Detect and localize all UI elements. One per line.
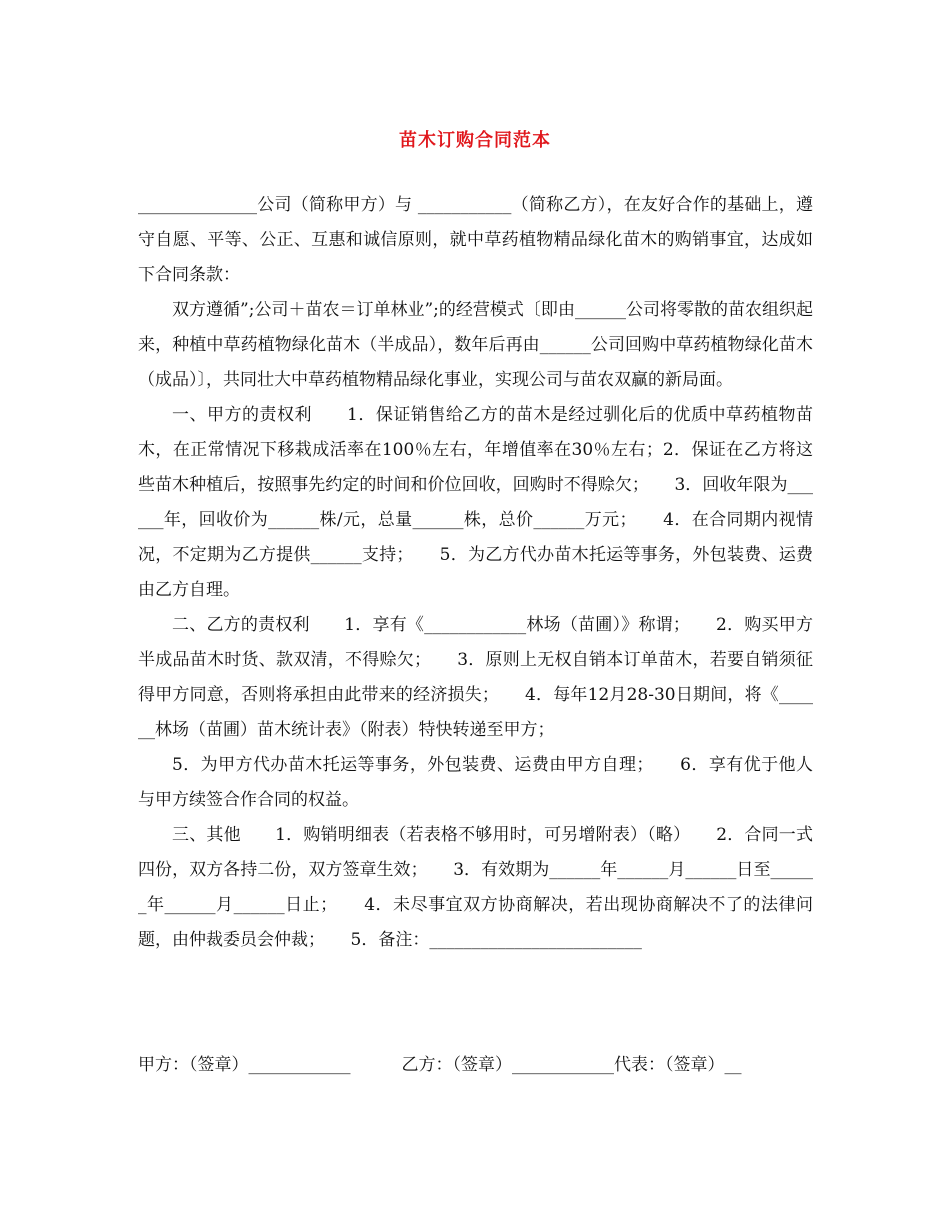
- intro-paragraph: ______________公司（简称甲方）与 ___________（简称乙方），在友好合作的基础上，遵守自愿、平等、公正、互惠和诚信原则，就中草药植物精品绿化苗木的购销事宜，达成如下合同条款：: [138, 195, 813, 285]
- other-terms-paragraph: 三、其他 1．购销明细表（若表格不够用时，可另增附表）（略） 2．合同一式四份，双方各持二份，双方签章生效； 3．有效期为______年______月______日至______年______月______日止； 4．未尽事宜双方协商解决，若出现协商解决不了的法律问题，由仲裁委员会仲裁； 5．备注：_________________________: [138, 825, 813, 950]
- party-b-rights-continued-paragraph: 5．为甲方代办苗木托运等事务，外包装费、运费由甲方自理； 6．享有优于他人与甲方续签合作合同的权益。: [138, 755, 813, 810]
- document-title: 苗木订购合同范本: [399, 130, 551, 151]
- contract-body: [138, 188, 813, 958]
- business-model-paragraph: 双方遵循”;公司＋苗农＝订单林业”;的经营模式〔即由______公司将零散的苗农组织起来，种植中草药植物绿化苗木（半成品），数年后再由______公司回购中草药植物绿化苗木（成品）〕，共同壮大中草药植物精品绿化事业，实现公司与苗农双赢的新局面。: [138, 300, 813, 390]
- party-b-rights-paragraph: 二、乙方的责权利 1．享有《____________林场（苗圃）》称谓； 2．购买甲方半成品苗木时货、款双清，不得赊欠； 3．原则上无权自销本订单苗木，若要自销须征得甲方同意，否则将承担由此带来的经济损失； 4．每年12月28-30日期间，将《______林场（苗圃）苗木统计表》（附表）特快转递至甲方；: [138, 615, 813, 740]
- signature-line: 甲方：（签章）____________ 乙方：（签章）____________代表：（签章）__: [138, 1055, 742, 1075]
- party-a-rights-paragraph: 一、甲方的责权利 1．保证销售给乙方的苗木是经过驯化后的优质中草药植物苗木，在正常情况下移栽成活率在100％左右，年增值率在30％左右；2．保证在乙方将这些苗木种植后，按照事先约定的时间和价位回收，回购时不得赊欠； 3．回收年限为______年，回收价为______株/元，总量______株，总价______万元； 4．在合同期内视情况，不定期为乙方提供______支持； 5．为乙方代办苗木托运等事务，外包装费、运费由乙方自理。: [138, 405, 813, 600]
